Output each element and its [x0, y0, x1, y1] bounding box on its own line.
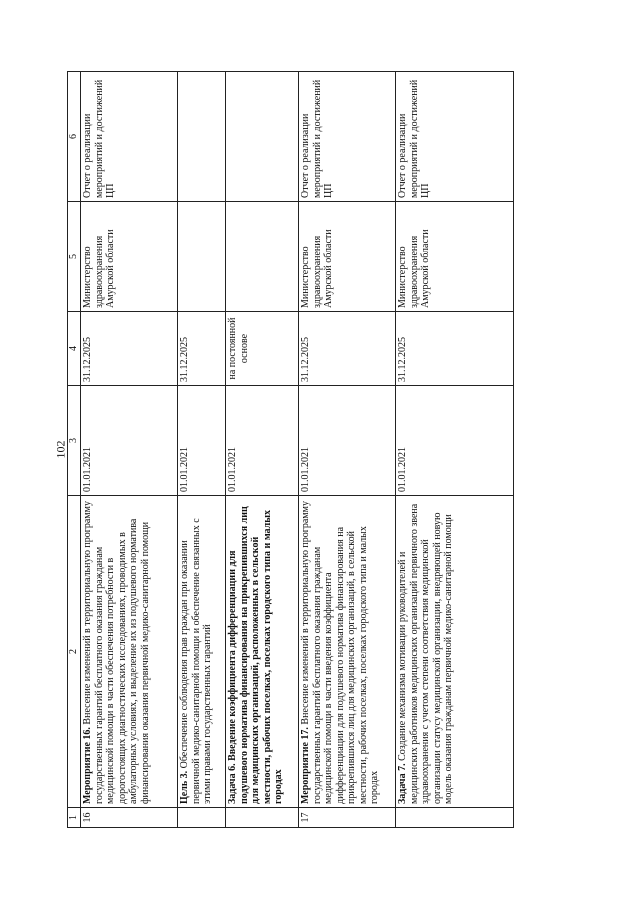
row-responsible [178, 202, 226, 312]
row-end-date: 31.12.2025 [81, 312, 178, 386]
row-number: 16 [81, 808, 178, 828]
row-title: Задача 7. [397, 763, 408, 804]
table-row [178, 72, 226, 828]
header-col-6: 6 [68, 72, 81, 202]
row-result [226, 72, 299, 202]
row-text: Внесение изменений в территориальную программу государственных гарантий бесплатного оказания гражданам медицинской помощи в части обеспечения потребности в дорогостоящих диагностических исследованиях, проводимых в амбулаторных условиях, и выделение их из подушевого норматива финансирования оказания первичной медико-санитарной помощи [82, 501, 151, 804]
row-result: Отчет о реализации мероприятий и достижений ЦП [299, 72, 396, 202]
table-row [299, 72, 396, 828]
table-row [396, 72, 514, 828]
activities-table [67, 71, 514, 828]
row-start-date: 01.01.2021 [226, 386, 299, 496]
row-start-date: 01.01.2021 [299, 386, 396, 496]
row-end-date: 31.12.2025 [299, 312, 396, 386]
row-title: Задача 6. [227, 763, 238, 804]
row-title: Мероприятие 16. [82, 727, 93, 804]
row-description [178, 496, 226, 808]
row-description [81, 496, 178, 808]
row-text: Введение коэффициента дифференциации для подушевого норматива финансирования на прикрепившихся лиц для медицинских организаций, расположенных в сельской местности, рабочих поселках, поселках городского типа и малых городах [227, 506, 284, 804]
row-responsible: Министерство здравоохранения Амурской области [396, 202, 514, 312]
row-end-date: 31.12.2025 [178, 312, 226, 386]
row-description [299, 496, 396, 808]
row-responsible [226, 202, 299, 312]
row-responsible: Министерство здравоохранения Амурской области [299, 202, 396, 312]
header-col-3: 3 [68, 386, 81, 496]
header-col-2: 2 [68, 496, 81, 808]
header-col-4: 4 [68, 312, 81, 386]
row-description [396, 496, 514, 808]
header-row [68, 72, 81, 828]
row-text: Обеспечение соблюдения прав граждан при оказании первичной медико-санитарной помощи и обеспечение связанных с этими правами государственных гарантий [179, 518, 213, 804]
row-result: Отчет о реализации мероприятий и достижений ЦП [81, 72, 178, 202]
header-col-5: 5 [68, 202, 81, 312]
row-description [226, 496, 299, 808]
row-number [178, 808, 226, 828]
table-row [226, 72, 299, 828]
table-row [81, 72, 178, 828]
row-result: Отчет о реализации мероприятий и достижений ЦП [396, 72, 514, 202]
row-start-date: 01.01.2021 [81, 386, 178, 496]
row-title: Мероприятие 17. [300, 727, 311, 804]
row-number: 17 [299, 808, 396, 828]
row-text: Внесение изменений в территориальную программу государственных гарантий бесплатного оказания гражданам медицинской помощи в части введения коэффициента дифференциации для подушевого норматива финансирования на прикрепившихся лиц для медицинских организаций, в сельской местности, рабочих поселках, поселках городского типа и малых городах [300, 501, 380, 804]
row-end-date: на постоянной основе [226, 312, 299, 386]
row-responsible: Министерство здравоохранения Амурской области [81, 202, 178, 312]
row-text: Создание механизма мотивации руководителей и медицинских работников медицинских организаций первичного звена здравоохранения с учетом степени соответствия медицинской организации статусу медицинской организации, внедряющей новую модель оказания гражданам первичной медико-санитарной помощи [397, 503, 454, 804]
row-end-date: 31.12.2025 [396, 312, 514, 386]
row-start-date: 01.01.2021 [178, 386, 226, 496]
page-number: 102 [53, 440, 68, 459]
row-title: Цель 3. [179, 770, 190, 804]
row-result [178, 72, 226, 202]
header-col-1: 1 [68, 808, 81, 828]
row-start-date: 01.01.2021 [396, 386, 514, 496]
row-number [396, 808, 514, 828]
rotated-table-container [67, 72, 513, 828]
row-number [226, 808, 299, 828]
